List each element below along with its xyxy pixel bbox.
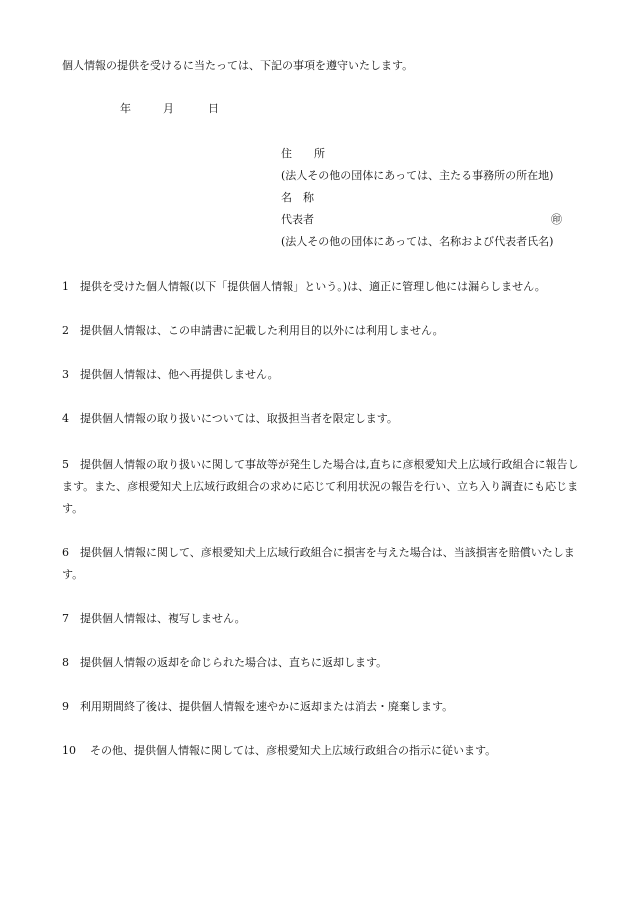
list-item — [62, 320, 582, 342]
address-note: (法人その他の団体にあっては、主たる事務所の所在地) — [281, 169, 554, 182]
list-item — [62, 454, 582, 520]
item-number: 9 — [62, 700, 69, 713]
item-number: 7 — [62, 612, 69, 625]
list-item — [62, 408, 582, 430]
item-number: 3 — [62, 368, 69, 381]
item-text: 提供個人情報は、この申請書に記載した利用目的以外には利用しません。 — [80, 324, 444, 337]
item-text: 提供個人情報の取り扱いに関して事故等が発生した場合は,直ちに彦根愛知犬上広域行政組合に報告します。また、彦根愛知犬上広域行政組合の求めに応じて利用状況の報告を行い、立ち入り調査にも応じます。 — [62, 458, 579, 515]
date-year: 年 — [120, 102, 131, 115]
intro-text: 個人情報の提供を受けるに当たっては、下記の事項を遵守いたします。 — [62, 59, 414, 72]
item-text: 提供を受けた個人情報(以下「提供個人情報」という。)は、適正に管理し他には漏らしません。 — [80, 280, 546, 293]
list-item — [62, 608, 582, 630]
list-item — [62, 364, 582, 386]
address-label: 住 所 — [281, 147, 325, 160]
item-text: 提供個人情報に関して、彦根愛知犬上広域行政組合に損害を与えた場合は、当該損害を賠償いたします。 — [62, 546, 575, 581]
representative-label: 代表者 — [281, 213, 314, 226]
list-item — [62, 696, 582, 718]
representative-note: (法人その他の団体にあっては、名称および代表者氏名) — [281, 235, 554, 248]
item-text: 提供個人情報の返却を命じられた場合は、直ちに返却します。 — [80, 656, 388, 669]
item-number: 1 — [62, 280, 69, 293]
name-label: 名 称 — [281, 191, 314, 204]
item-number: 10 — [62, 744, 76, 757]
item-number: 5 — [62, 458, 69, 471]
seal-mark: ㊞ — [551, 213, 562, 226]
item-number: 6 — [62, 546, 69, 559]
item-number: 2 — [62, 324, 69, 337]
date-month: 月 — [163, 102, 174, 115]
list-item — [62, 542, 582, 586]
list-item — [62, 740, 582, 762]
list-item — [62, 276, 582, 298]
item-text: 提供個人情報は、複写しません。 — [80, 612, 246, 625]
item-number: 4 — [62, 412, 69, 425]
item-number: 8 — [62, 656, 69, 669]
item-text: 提供個人情報は、他へ再提供しません。 — [80, 368, 279, 381]
list-item — [62, 652, 582, 674]
date-day: 日 — [208, 102, 219, 115]
item-text: 利用期間終了後は、提供個人情報を速やかに返却または消去・廃棄します。 — [80, 700, 454, 713]
item-text: 提供個人情報の取り扱いについては、取扱担当者を限定します。 — [80, 412, 398, 425]
item-text: その他、提供個人情報に関しては、彦根愛知犬上広域行政組合の指示に従います。 — [90, 744, 497, 757]
